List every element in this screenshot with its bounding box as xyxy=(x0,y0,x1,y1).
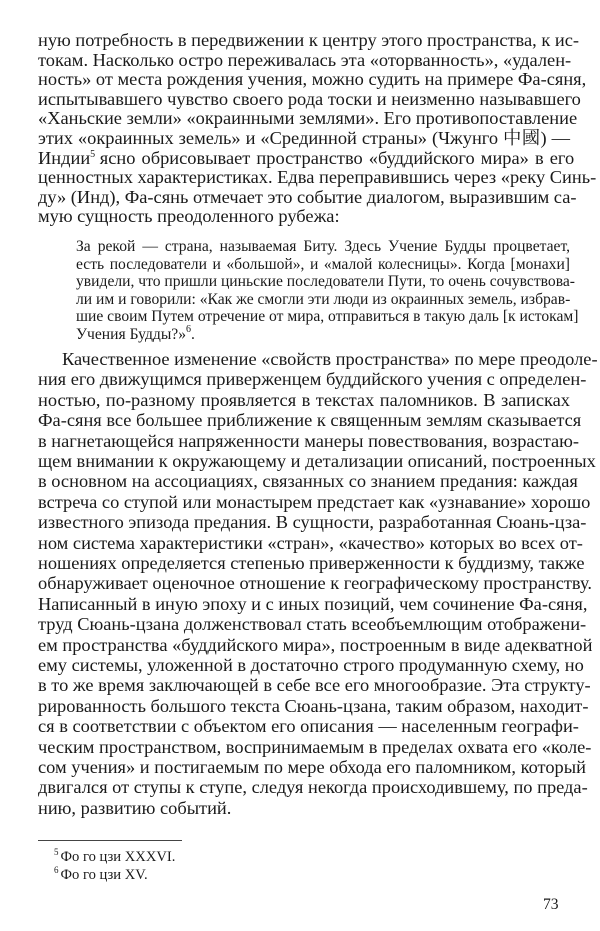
text-line: ему системы, уложенной в достаточно строго продуманную схему, но xyxy=(38,655,584,675)
text-line: ду» (Инд), Фа-сянь отмечает это событие диалогом, выразившим са- xyxy=(38,186,577,207)
text-line: в то же время заключающей в себе все его многообразие. Эта структу- xyxy=(38,675,591,696)
text-fragment: ясно обрисовывает пространство «буддийского мира» в его xyxy=(99,147,575,168)
text-line: этих «окраинных земель» и «Срединной страны» (Чжунго 中國) — xyxy=(38,128,570,148)
footnote-mark: 5 xyxy=(54,847,59,857)
footnote-ref-6: 6 xyxy=(186,324,192,335)
text-line: ценностных характеристиках. Едва переправившись через «реку Синь- xyxy=(38,167,597,188)
text-line: Качественное изменение «свойств пространства» по мере преодоле- xyxy=(62,349,598,369)
text-line: ность» от места рождения учения, можно судить на примере Фа-сяня, xyxy=(38,69,587,90)
quote-end: . xyxy=(191,326,195,343)
text-line: ся в соответствии с объектом его описания — населенным географи- xyxy=(38,716,579,737)
quote-line: есть последователи и «большой», и «малой колесницы». Когда [монахи] xyxy=(76,255,570,273)
text-line: обнаруживает оценочное отношение к географическому пространству. xyxy=(38,573,592,594)
quote-line: ли им и говорили: «Как же смогли эти люди из окраинных земель, избрав- xyxy=(76,290,571,308)
text-line: испытывавшего чувство своего рода тоски и неизменно называвшего xyxy=(38,88,581,109)
quote-line: За рекой — страна, называемая Биту. Здесь Учение Будды процветает, xyxy=(76,238,570,255)
text-line: щем внимании к окружающему и детализации описаний, построенных xyxy=(38,451,596,471)
text-line-with-footnote xyxy=(38,147,575,168)
quote-line-with-footnote xyxy=(76,326,570,343)
text-line: ностью, по-разному проявляется в текстах паломников. В записках xyxy=(38,389,570,410)
text-line: Фа-сяня все большее приближение к священным землям сказывается xyxy=(38,410,582,431)
footnote-mark: 6 xyxy=(54,865,59,875)
text-line: в основном на ассоциациях, связанных со знанием предания: каждая xyxy=(38,471,578,492)
text-line: двигался от ступы к ступе, следуя некогда происходившему, по преда- xyxy=(38,777,588,798)
quote-line: шие своим Путем отречение от мира, отправиться в такую даль [к истокам] xyxy=(76,308,579,326)
text-line: «Ханьские земли» «окраинными землями». Его противопоставление xyxy=(38,108,578,129)
text-line: ном система характеристики «стран», «качество» которых во всех от- xyxy=(38,532,583,553)
text-line: Написанный в иную эпоху и с иных позиций, чем сочинение Фа-сяня, xyxy=(38,593,588,614)
text-line: ческим пространством, воспринимаемым в пределах охвата его «коле- xyxy=(38,736,592,757)
text-line: ную потребность в передвижении к центру этого пространства, к ис- xyxy=(38,30,579,50)
text-line: токам. Насколько остро переживалась эта «оторванность», «удален- xyxy=(38,49,572,70)
text-fragment: Индии xyxy=(38,147,91,168)
text-line: сом учения» и постигаемым по мере обхода его паломником, который xyxy=(38,757,586,777)
text-line: известного эпизода предания. В сущности, разработанная Сюань-цза- xyxy=(38,512,587,533)
footnote-ref-5: 5 xyxy=(90,148,96,160)
text-line: ношениях определяется степенью приверженности к буддизму, также xyxy=(38,553,585,573)
page-number: 73 xyxy=(543,896,559,913)
text-line: ем пространства «буддийского мира», построенным в виде адекватной xyxy=(38,634,593,655)
text-line: встреча со ступой или монастырем предстает как «узнавание» хорошо xyxy=(38,491,591,512)
text-line: нию, развитию событий. xyxy=(38,797,232,818)
text-line: рированность большого текста Сюань-цзана, таким образом, находит- xyxy=(38,695,589,716)
footnote-text: Фо го цзи XV. xyxy=(60,867,148,883)
text-line: ния его движущимся приверженцем буддийского учения с определен- xyxy=(38,369,587,390)
text-line: труд Сюань-цзана долженствовал стать всеобъемлющим отображени- xyxy=(38,614,587,635)
text-line: в нагнетающейся напряженности манеры повествования, возрастаю- xyxy=(38,430,580,451)
footnote-text: Фо го цзи XXXVI. xyxy=(60,849,176,865)
text-line: мую сущность преодоленного рубежа: xyxy=(38,206,340,227)
quote-line: увидели, что пришли циньские последователи Пути, то очень сочувствова- xyxy=(76,273,575,291)
text-fragment: Учения Будды?» xyxy=(76,326,187,343)
